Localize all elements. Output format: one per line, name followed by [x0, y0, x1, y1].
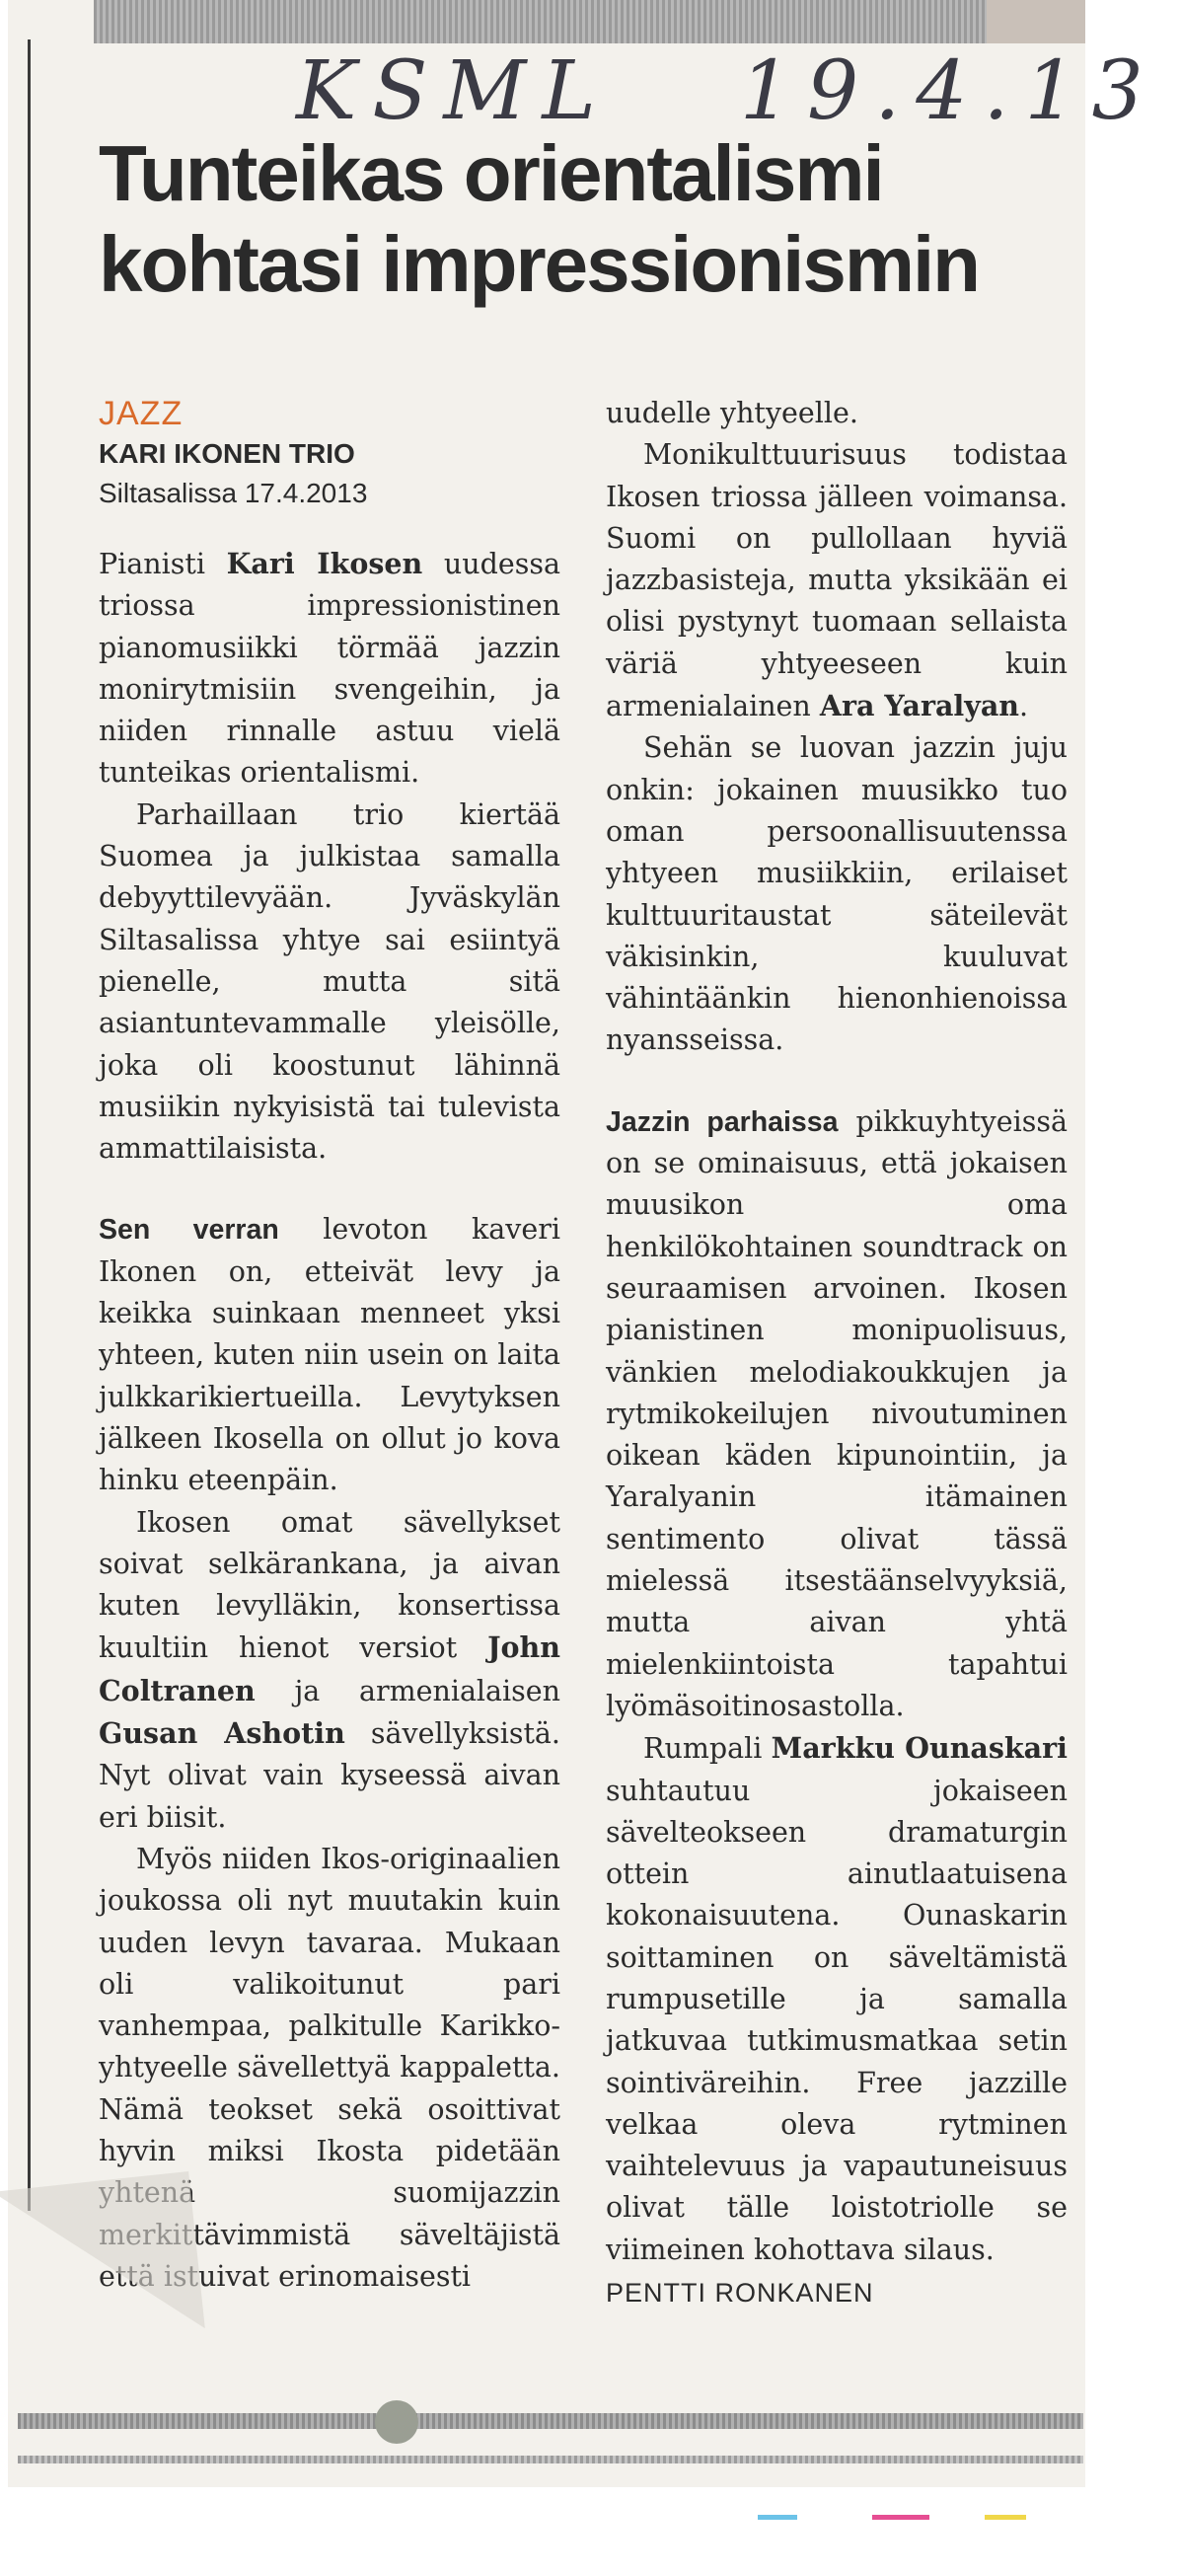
yellow-registration-bar — [985, 2515, 1026, 2520]
folded-corner — [0, 2171, 205, 2349]
person-name: Gusan Ashotin — [99, 1716, 345, 1751]
person-name: Ara Yaralyan — [819, 689, 1019, 723]
registration-dot — [375, 2400, 418, 2444]
text-run: sävellyksistä. Nyt olivat vain kyseessä aivan eri biisit. — [99, 1717, 560, 1834]
person-name: Markku Ounaskari — [771, 1731, 1068, 1766]
person-name: John Coltranen — [99, 1630, 560, 1707]
magenta-registration-bar — [872, 2515, 929, 2520]
paragraph-3 — [99, 1209, 560, 1501]
headline-line-2: kohtasi impressionismin — [99, 220, 980, 308]
venue-date: Siltasalissa 17.4.2013 — [99, 478, 368, 508]
headline-line-1: Tunteikas orientalismi — [99, 129, 883, 217]
lead-in: Sen verran — [99, 1214, 279, 1247]
bottom-print-band-lower — [18, 2456, 1083, 2463]
paragraph-5-continued: uudelle yhtyeelle. — [606, 397, 858, 429]
lead-in: Jazzin parhaissa — [606, 1105, 839, 1138]
paragraph-8 — [606, 1101, 1068, 1727]
text-run: Pianisti — [99, 548, 227, 580]
paragraph-1 — [99, 543, 560, 795]
handwritten-date: 19.4.13 — [739, 43, 1159, 138]
text-run: Rumpali — [643, 1732, 772, 1766]
article-column-right — [606, 393, 1068, 2312]
text-run: . — [1019, 690, 1029, 723]
cyan-registration-bar — [758, 2515, 797, 2520]
paragraph-2: Parhaillaan trio kiertää Suomea ja julkistaa samalla debyyttilevyään. Jyväskylän Siltasalissa yhtye sai esiintyä pienelle, mutta sitä asiantuntevammalle yleisölle, joka oli koostunut lähinnä musiikin nykyisistä tai tulevista ammattilaisista. — [99, 797, 560, 1166]
top-print-band — [94, 0, 1066, 43]
paragraph-6 — [606, 434, 1068, 727]
text-run: pikkuyhtyeissä on se ominaisuus, että jokaisen muusikon oma henkilökohtainen soundtrack on seuraamisen arvoinen. Ikosen pianistinen monipuolisuus, vänkien melodiakoukkujen ja rytmikokeilujen nivoutuminen oikean käden kipunointiin, ja Yaralyanin itämainen sentimento olivat tässä mielessä itsestäänselvyyksiä, mutta aivan yhtä mielenkiintoista tapahtui lyömäsoitinosastolla. — [606, 1104, 1069, 1722]
section-kicker: JAZZ — [99, 395, 184, 432]
text-run: suhtautuu jokaiseen sävelteokseen dramaturgin ottein ainutlaatuisena kokonaisuutena. Ounaskarin soittaminen on säveltämistä rumpusetille ja samalla jatkuvaa tutkimusmatkaa setin sointiväreihin. Free jazzille velkaa oleva rytminen vaihtelevuus ja vapautuneisuus olivat tälle loistotriolle se viimeinen kohottava silaus. — [606, 1774, 1068, 2266]
article-column-left — [99, 393, 560, 2298]
headline — [99, 128, 1066, 310]
paragraph-4 — [99, 1502, 560, 1839]
person-name: Kari Ikosen — [226, 547, 423, 580]
handwritten-source: KSML — [296, 43, 612, 138]
top-print-band-tint — [987, 0, 1085, 43]
text-run: Ikosen omat sävellykset soivat selkärankana, ja aivan kuten levylläkin, konsertissa kuultiin hienot versiot — [99, 1505, 560, 1665]
bottom-print-band — [18, 2413, 1083, 2429]
text-run: ja armenialaisen — [255, 1674, 560, 1707]
text-run: uudessa triossa impressionistinen pianomusiikki törmää jazzin monirytmisiin svengeihin, ja niiden rinnalle astuu vielä tunteikas orientalismi. — [99, 548, 560, 790]
paragraph-9 — [606, 1727, 1068, 2271]
column-rule — [28, 39, 31, 2211]
band-name: KARI IKONEN TRIO — [99, 438, 355, 469]
paragraph-7: Sehän se luovan jazzin juju onkin: jokainen muusikko tuo oman persoonallisuutenssa yhtyeen musiikkiin, erilaiset kulttuuritaustat säteilevät väkisinkin, kuuluvat vähintäänkin hienonhienoissa nyansseissa. — [606, 731, 1068, 1057]
handwritten-note — [296, 41, 1159, 140]
text-run: Monikulttuurisuus todistaa Ikosen triossa jälleen voimansa. Suomi on pullollaan hyviä jazzbasisteja, mutta yksikään ei olisi pystynyt tuomaan sellaista väriä yhtyeeseen kuin armenialainen — [606, 438, 1068, 723]
byline: PENTTI RONKANEN — [606, 2278, 874, 2309]
paragraph-5: Myös niiden Ikos-originaalien joukossa oli nyt muutakin kuin uuden levyn tavaraa. Mukaan oli valikoitunut pari vanhempaa, palkitulle Karikko-yhtyeelle sävellettyä kappaletta. Nämä teokset sekä osoittivat hyvin miksi Ikosta pidetään yhtenä suomijazzin merkittävimmistä säveltäjistä että istuivat erinomaisesti — [99, 1842, 560, 2293]
text-run: levoton kaveri Ikonen on, etteivät levy ja keikka suinkaan menneet yksi yhteen, kuten niin usein on laita julkkarikiertueilla. Levytyksen jälkeen Ikosella on ollut jo kova hinku eteenpäin. — [99, 1213, 560, 1497]
